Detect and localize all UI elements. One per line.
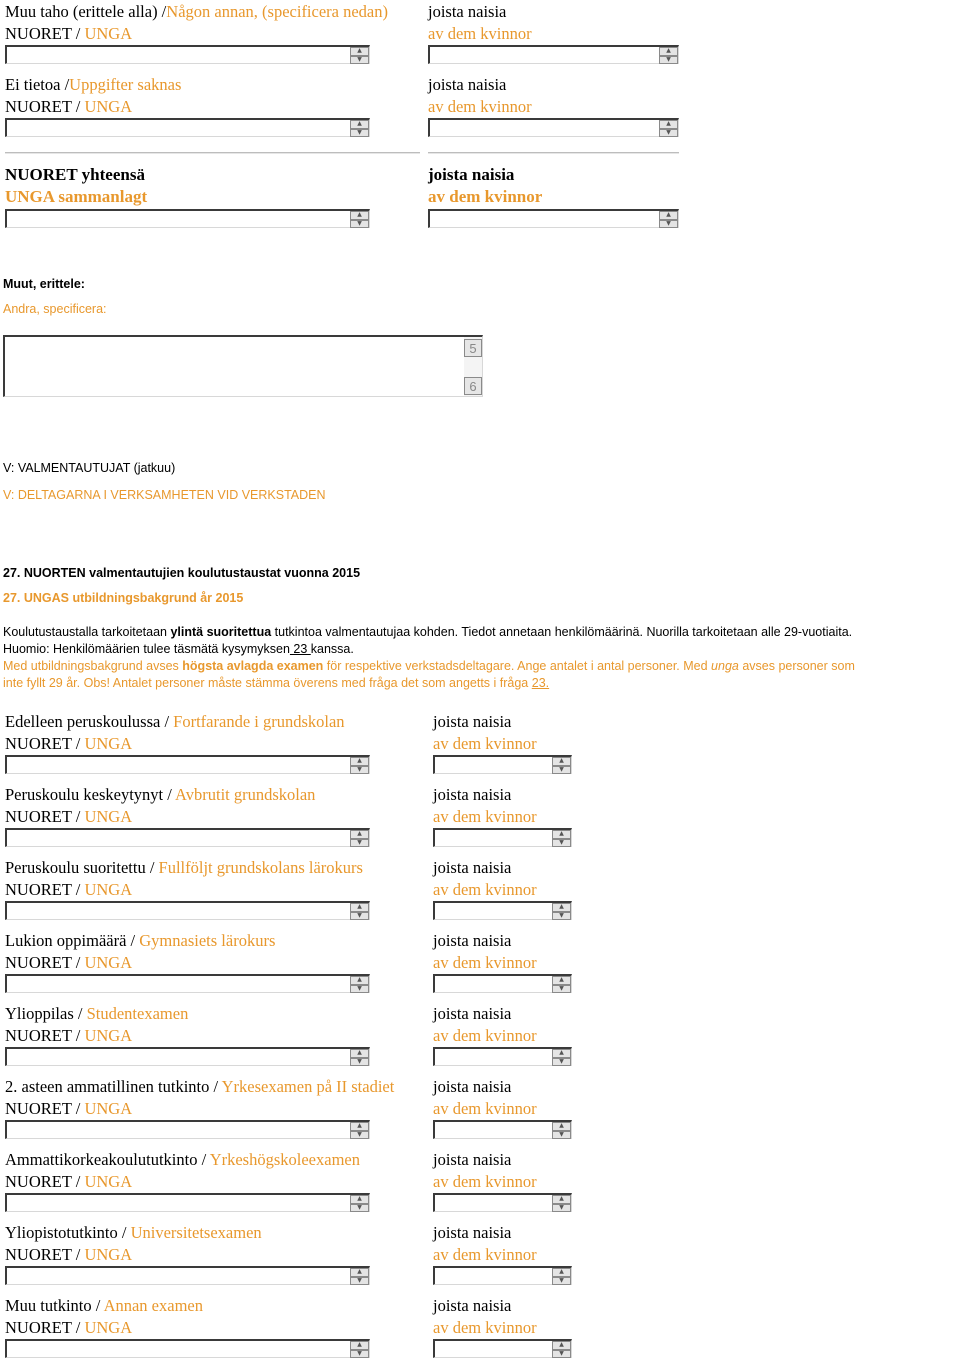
women-sv: av dem kvinnor xyxy=(433,1318,537,1337)
question-title-fi: 27. NUORTEN valmentautujien koulutustaustat vuonna 2015 xyxy=(3,565,360,582)
sub-fi: NUORET / xyxy=(5,734,80,753)
spin-down-icon[interactable]: ▼ xyxy=(350,220,369,229)
education-youth-input[interactable] xyxy=(5,974,370,993)
spin-down-icon[interactable]: ▼ xyxy=(552,839,571,848)
scroll-up-button[interactable]: 5 xyxy=(464,339,482,357)
education-youth-input[interactable] xyxy=(5,1047,370,1066)
education-women-input[interactable] xyxy=(433,755,572,774)
sub-fi: NUORET / xyxy=(5,807,80,826)
totals-women-label xyxy=(428,164,542,208)
spin-down-icon[interactable]: ▼ xyxy=(552,1350,571,1358)
spin-down-icon[interactable]: ▼ xyxy=(350,1350,369,1358)
education-row-women-label xyxy=(433,930,537,974)
spin-up-icon[interactable]: ▲ xyxy=(659,120,678,129)
spin-down-icon[interactable]: ▼ xyxy=(350,1058,369,1067)
spin-up-icon[interactable]: ▲ xyxy=(659,211,678,220)
women-sv: av dem kvinnor xyxy=(433,1099,537,1118)
label-fi: Muu taho (erittele alla) / xyxy=(5,2,166,21)
spin-up-icon[interactable]: ▲ xyxy=(350,903,369,912)
education-row-label xyxy=(5,784,315,828)
women-fi: joista naisia xyxy=(433,858,511,877)
education-women-input[interactable] xyxy=(433,1193,572,1212)
sub-sv: UNGA xyxy=(84,880,132,899)
spin-down-icon[interactable]: ▼ xyxy=(350,129,369,138)
education-women-input[interactable] xyxy=(433,974,572,993)
label-fi: Ammattikorkeakoulututkinto / xyxy=(5,1150,206,1169)
spin-up-icon[interactable]: ▲ xyxy=(552,830,571,839)
spin-up-icon[interactable]: ▲ xyxy=(350,1268,369,1277)
label-fi: Edelleen peruskoulussa / xyxy=(5,712,169,731)
label-sv: Yrkesexamen på II stadiet xyxy=(222,1077,395,1096)
spin-down-icon[interactable]: ▼ xyxy=(350,1131,369,1140)
instr-text: Med utbildningsbakgrund avses xyxy=(3,659,182,673)
education-row-label xyxy=(5,930,275,974)
spin-down-icon[interactable]: ▼ xyxy=(659,129,678,138)
instr-italic: unga xyxy=(711,659,739,673)
spin-up-icon[interactable]: ▲ xyxy=(552,1341,571,1350)
women-sv: av dem kvinnor xyxy=(428,24,532,43)
sub-sv: UNGA xyxy=(84,953,132,972)
education-row-women-label xyxy=(433,1076,537,1120)
education-youth-input[interactable] xyxy=(5,828,370,847)
totals-women-input[interactable] xyxy=(428,209,679,228)
divider xyxy=(428,152,679,154)
instr-text: avses personer som xyxy=(739,659,855,673)
totals-fi: NUORET yhteensä xyxy=(5,165,145,184)
label-sv: Annan examen xyxy=(104,1296,203,1315)
education-row-women-label xyxy=(433,711,537,755)
education-youth-input[interactable] xyxy=(5,1193,370,1212)
sub-sv: UNGA xyxy=(84,1099,132,1118)
women-fi: joista naisia xyxy=(433,1296,511,1315)
women-sv: av dem kvinnor xyxy=(428,187,542,206)
other-party-women-input[interactable] xyxy=(428,45,679,64)
women-fi: joista naisia xyxy=(433,712,511,731)
label-fi: Ylioppilas / xyxy=(5,1004,82,1023)
spin-up-icon[interactable]: ▲ xyxy=(350,1195,369,1204)
spin-up-icon[interactable]: ▲ xyxy=(350,757,369,766)
spin-up-icon[interactable]: ▲ xyxy=(552,1195,571,1204)
label-fi: Peruskoulu suoritettu / xyxy=(5,858,154,877)
section-title-fi: V: VALMENTAUTUJAT (jatkuu) xyxy=(3,460,175,477)
education-youth-input[interactable] xyxy=(5,755,370,774)
spin-up-icon[interactable]: ▲ xyxy=(350,120,369,129)
education-row-label xyxy=(5,1149,360,1193)
women-sv: av dem kvinnor xyxy=(433,1245,537,1264)
spin-up-icon[interactable]: ▲ xyxy=(350,976,369,985)
sub-sv: UNGA xyxy=(84,1026,132,1045)
row-no-info-label xyxy=(5,74,181,118)
education-women-input[interactable] xyxy=(433,1047,572,1066)
instr-bold: högsta avlagda examen xyxy=(182,659,323,673)
spin-down-icon[interactable]: ▼ xyxy=(350,766,369,775)
instr-text: för respektive verkstadsdeltagare. Ange antalet i antal personer. Med xyxy=(323,659,711,673)
label-sv: Studentexamen xyxy=(87,1004,189,1023)
spin-up-icon[interactable]: ▲ xyxy=(552,1268,571,1277)
sub-fi: NUORET / xyxy=(5,880,80,899)
instr-bold: ylintä suoritettua xyxy=(170,625,271,639)
women-fi: joista naisia xyxy=(433,931,511,950)
spin-down-icon[interactable]: ▼ xyxy=(659,220,678,229)
sub-sv: UNGA xyxy=(84,1318,132,1337)
label-fi: Muu tutkinto / xyxy=(5,1296,100,1315)
label-sv: Yrkeshögskoleexamen xyxy=(210,1150,360,1169)
instr-text: kanssa. xyxy=(311,642,354,656)
sub-sv: UNGA xyxy=(84,1245,132,1264)
education-row-women-label xyxy=(433,1222,537,1266)
instructions-fi xyxy=(3,624,958,658)
sub-fi: NUORET / xyxy=(5,1026,80,1045)
label-fi: Yliopistotutkinto / xyxy=(5,1223,126,1242)
women-sv: av dem kvinnor xyxy=(433,880,537,899)
spin-down-icon[interactable]: ▼ xyxy=(552,1058,571,1067)
sub-sv: UNGA xyxy=(84,1172,132,1191)
education-women-input[interactable] xyxy=(433,828,572,847)
education-youth-input[interactable] xyxy=(5,1120,370,1139)
spin-down-icon[interactable]: ▼ xyxy=(552,1204,571,1213)
spin-down-icon[interactable]: ▼ xyxy=(350,1277,369,1286)
women-sv: av dem kvinnor xyxy=(433,734,537,753)
instr-text: Koulutustaustalla tarkoitetaan xyxy=(3,625,170,639)
spin-down-icon[interactable]: ▼ xyxy=(552,1277,571,1286)
women-sv: av dem kvinnor xyxy=(433,807,537,826)
question-23-link[interactable]: 23 xyxy=(290,642,311,656)
divider xyxy=(5,152,420,154)
no-info-women-input[interactable] xyxy=(428,118,679,137)
spin-down-icon[interactable]: ▼ xyxy=(552,1131,571,1140)
spin-up-icon[interactable]: ▲ xyxy=(350,1341,369,1350)
label-sv: Avbrutit grundskolan xyxy=(175,785,315,804)
spin-down-icon[interactable]: ▼ xyxy=(350,1204,369,1213)
women-fi: joista naisia xyxy=(433,785,511,804)
totals-youth-input[interactable] xyxy=(5,209,370,228)
sub-sv: UNGA xyxy=(84,24,132,43)
spin-up-icon[interactable]: ▲ xyxy=(350,211,369,220)
education-row-label xyxy=(5,857,363,901)
women-sv: av dem kvinnor xyxy=(428,97,532,116)
women-fi: joista naisia xyxy=(428,2,506,21)
spin-up-icon[interactable]: ▲ xyxy=(552,1049,571,1058)
women-fi: joista naisia xyxy=(433,1004,511,1023)
instructions-sv xyxy=(3,658,960,692)
scroll-down-button[interactable]: 6 xyxy=(464,377,482,395)
education-row-label xyxy=(5,1222,262,1266)
education-row-label xyxy=(5,1295,203,1339)
women-fi: joista naisia xyxy=(433,1077,511,1096)
education-women-input[interactable] xyxy=(433,1339,572,1358)
row-no-info-women-label xyxy=(428,74,532,118)
row-other-party-label xyxy=(5,1,388,45)
label-sv: Fortfarande i grundskolan xyxy=(173,712,344,731)
sub-sv: UNGA xyxy=(84,97,132,116)
education-youth-input[interactable] xyxy=(5,1266,370,1285)
totals-label xyxy=(5,164,147,208)
education-row-women-label xyxy=(433,1149,537,1193)
women-sv: av dem kvinnor xyxy=(433,953,537,972)
label-sv: Någon annan, (specificera nedan) xyxy=(166,2,388,21)
other-party-youth-input[interactable] xyxy=(5,45,370,64)
spin-up-icon[interactable]: ▲ xyxy=(350,1049,369,1058)
label-fi: Peruskoulu keskeytynyt / xyxy=(5,785,172,804)
education-row-label xyxy=(5,711,345,755)
spin-down-icon[interactable]: ▼ xyxy=(552,912,571,921)
education-row-women-label xyxy=(433,1003,537,1047)
women-sv: av dem kvinnor xyxy=(433,1172,537,1191)
label-sv: Universitetsexamen xyxy=(131,1223,262,1242)
sub-sv: UNGA xyxy=(84,734,132,753)
spin-down-icon[interactable]: ▼ xyxy=(659,56,678,65)
others-textarea[interactable] xyxy=(3,335,483,397)
label-fi: Lukion oppimäärä / xyxy=(5,931,135,950)
row-other-party-women-label xyxy=(428,1,532,45)
women-fi: joista naisia xyxy=(428,165,514,184)
sub-fi: NUORET / xyxy=(5,1318,80,1337)
spin-down-icon[interactable]: ▼ xyxy=(350,56,369,65)
women-fi: joista naisia xyxy=(433,1150,511,1169)
spin-up-icon[interactable]: ▲ xyxy=(552,1122,571,1131)
education-youth-input[interactable] xyxy=(5,1339,370,1358)
section-title-sv: V: DELTAGARNA I VERKSAMHETEN VID VERKSTADEN xyxy=(3,487,326,504)
spin-up-icon[interactable]: ▲ xyxy=(350,830,369,839)
education-women-input[interactable] xyxy=(433,1120,572,1139)
no-info-youth-input[interactable] xyxy=(5,118,370,137)
spin-up-icon[interactable]: ▲ xyxy=(350,1122,369,1131)
others-label-sv: Andra, specificera: xyxy=(3,301,107,318)
spin-up-icon[interactable]: ▲ xyxy=(659,47,678,56)
women-sv: av dem kvinnor xyxy=(433,1026,537,1045)
education-row-label xyxy=(5,1003,188,1047)
education-row-label xyxy=(5,1076,394,1120)
instr-text: Huomio: Henkilömäärien tulee täsmätä kysymyksen xyxy=(3,642,290,656)
label-sv: Fullföljt grundskolans lärokurs xyxy=(159,858,363,877)
education-youth-input[interactable] xyxy=(5,901,370,920)
instr-text: inte fyllt 29 år. Obs! Antalet personer måste stämma överens med fråga det som angetts i fråga xyxy=(3,676,532,690)
question-title-sv: 27. UNGAS utbildningsbakgrund år 2015 xyxy=(3,590,243,607)
spin-down-icon[interactable]: ▼ xyxy=(552,985,571,994)
label-fi: Ei tietoa / xyxy=(5,75,69,94)
spin-up-icon[interactable]: ▲ xyxy=(552,976,571,985)
sub-fi: NUORET / xyxy=(5,1245,80,1264)
education-women-input[interactable] xyxy=(433,901,572,920)
spin-down-icon[interactable]: ▼ xyxy=(350,839,369,848)
spin-up-icon[interactable]: ▲ xyxy=(350,47,369,56)
spin-down-icon[interactable]: ▼ xyxy=(350,912,369,921)
sub-fi: NUORET / xyxy=(5,1099,80,1118)
education-women-input[interactable] xyxy=(433,1266,572,1285)
education-row-women-label xyxy=(433,784,537,828)
label-fi: 2. asteen ammatillinen tutkinto / xyxy=(5,1077,218,1096)
education-row-women-label xyxy=(433,857,537,901)
education-row-women-label xyxy=(433,1295,537,1339)
others-label-fi: Muut, erittele: xyxy=(3,276,85,293)
label-sv: Uppgifter saknas xyxy=(69,75,181,94)
spin-up-icon[interactable]: ▲ xyxy=(552,757,571,766)
sub-sv: UNGA xyxy=(84,807,132,826)
sub-fi: NUORET / xyxy=(5,1172,80,1191)
spin-down-icon[interactable]: ▼ xyxy=(350,985,369,994)
instr-text: tutkintoa valmentautujaa kohden. Tiedot annetaan henkilömäärinä. Nuorilla tarkoitetaan alle 29-vuotiaita. xyxy=(271,625,852,639)
spin-up-icon[interactable]: ▲ xyxy=(552,903,571,912)
spin-down-icon[interactable]: ▼ xyxy=(552,766,571,775)
label-sv: Gymnasiets lärokurs xyxy=(139,931,275,950)
sub-fi: NUORET / xyxy=(5,97,80,116)
totals-sv: UNGA sammanlagt xyxy=(5,187,147,206)
women-fi: joista naisia xyxy=(428,75,506,94)
question-23-link[interactable]: 23. xyxy=(532,676,549,690)
sub-fi: NUORET / xyxy=(5,24,80,43)
women-fi: joista naisia xyxy=(433,1223,511,1242)
sub-fi: NUORET / xyxy=(5,953,80,972)
